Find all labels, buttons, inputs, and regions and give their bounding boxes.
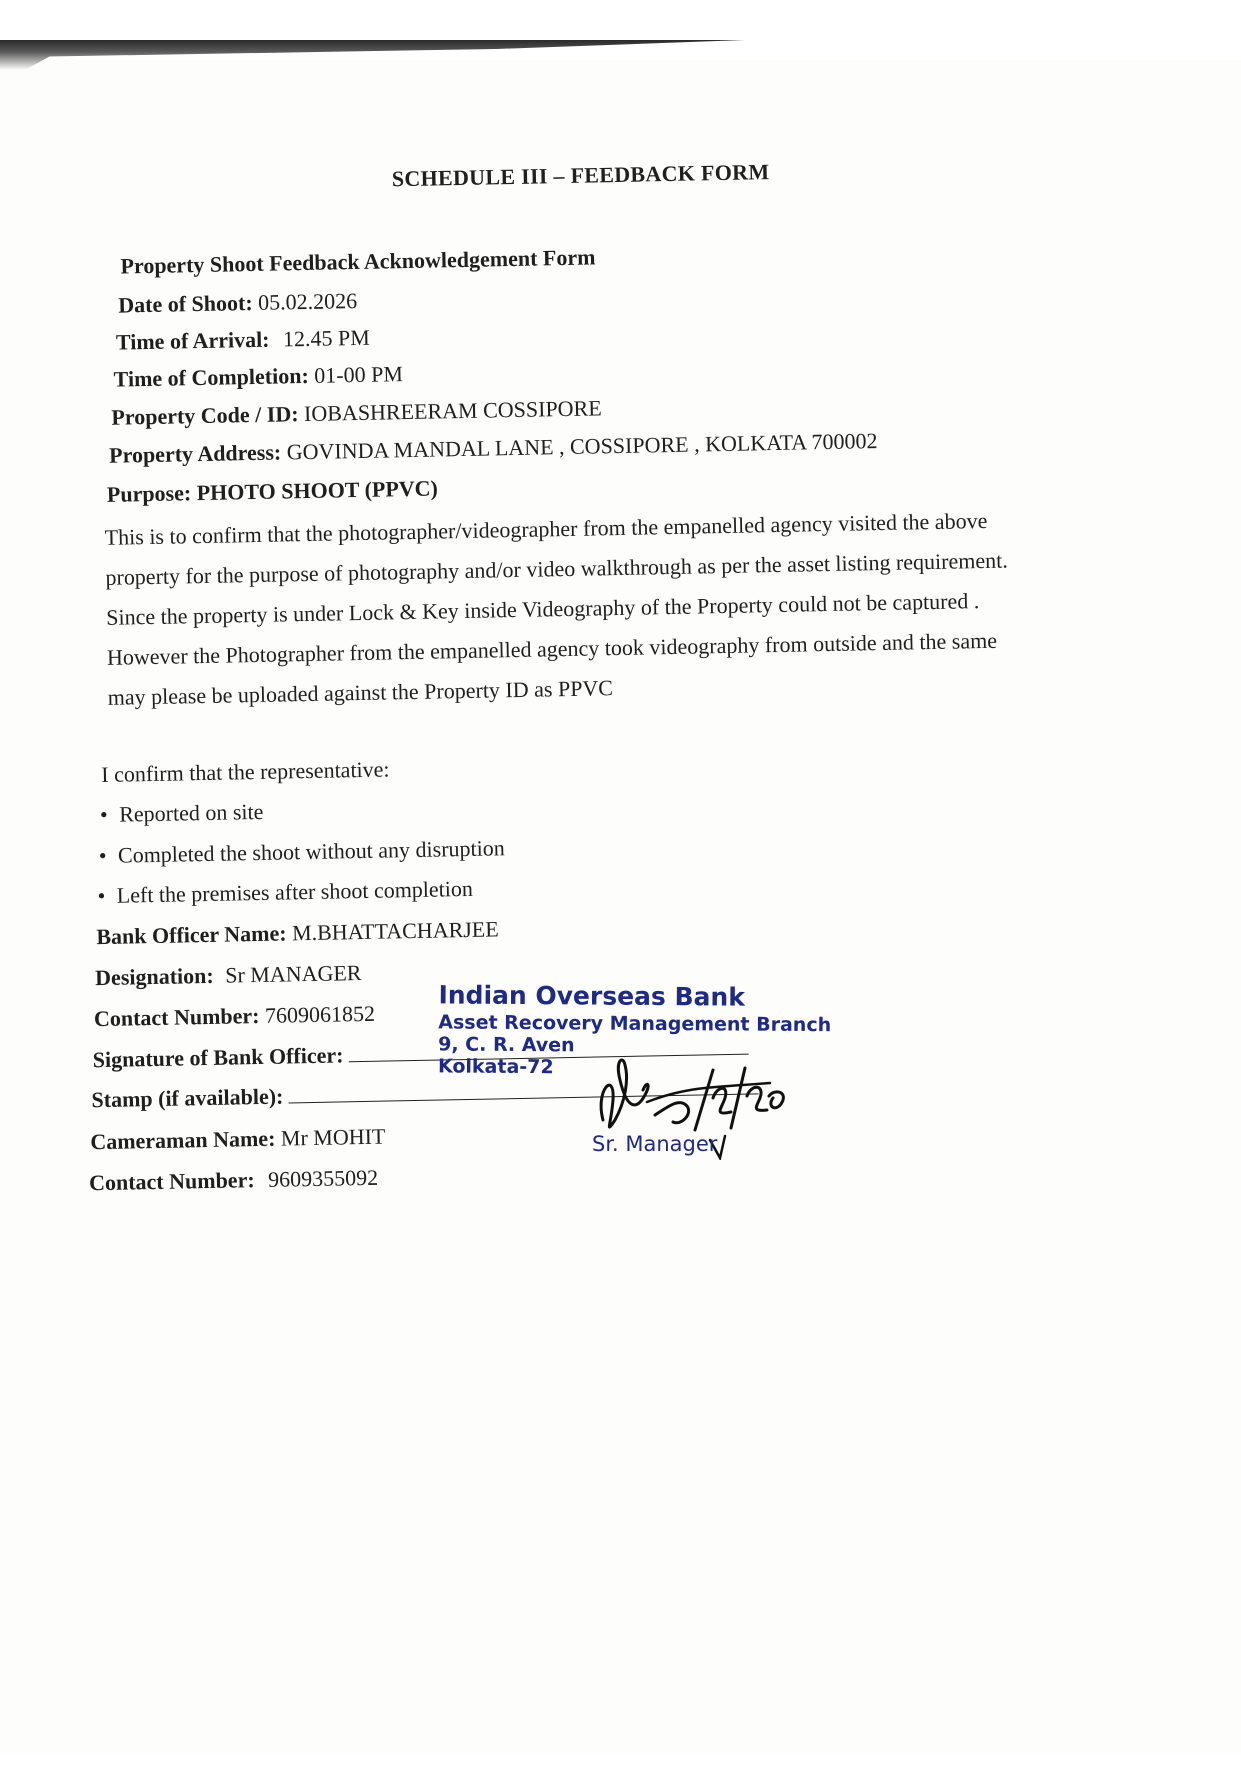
stamp-address-line1: 9, C. R. Aven [438, 1033, 575, 1057]
date-of-shoot-row [118, 288, 357, 319]
date-of-shoot-value: 05.02.2026 [257, 287, 358, 315]
designation-value: Sr MANAGER [224, 960, 362, 988]
bank-officer-name-row [96, 916, 499, 950]
paragraph-line: Since the property is under Lock & Key inside Videography of the Property could not be captured . [105, 588, 980, 630]
stamp-label: Stamp (if available): [91, 1083, 284, 1113]
form-heading-text: Property Shoot Feedback Acknowledgement Form [120, 244, 596, 279]
stamp-designation: Sr. Manager [592, 1132, 718, 1156]
property-code-value: IOBASHREERAM COSSIPORE [303, 395, 602, 427]
paragraph-line: This is to confirm that the photographer/videographer from the empanelled agency visited the above [104, 507, 988, 550]
officer-contact-label: Contact Number: [93, 1002, 260, 1032]
property-code-label: Property Code / ID: [111, 401, 299, 430]
purpose-label: Purpose: [106, 480, 192, 507]
confirm-intro: I confirm that the representative: [101, 756, 390, 787]
bullet-item [99, 835, 505, 869]
form-title: SCHEDULE III – FEEDBACK FORM [391, 159, 770, 192]
bullet-item [100, 799, 264, 828]
time-of-completion-label: Time of Completion: [113, 362, 310, 392]
signature-label: Signature of Bank Officer: [92, 1042, 344, 1073]
property-address-value: GOVINDA MANDAL LANE , COSSIPORE , KOLKATA 700002 [286, 428, 878, 465]
date-of-shoot-label: Date of Shoot: [118, 289, 253, 318]
paragraph-line: may please be uploaded against the Property ID as PPVC [107, 675, 614, 710]
officer-contact-row [94, 1001, 376, 1032]
bullet-text: Left the premises after shoot completion [116, 875, 474, 908]
time-of-completion-row [113, 361, 403, 393]
designation-label: Designation: [94, 962, 214, 991]
cameraman-name-label: Cameraman Name: [90, 1125, 276, 1155]
bank-officer-name-value: M.BHATTACHARJEE [291, 916, 499, 946]
stamp-address-line2: Kolkata-72 [437, 1055, 554, 1079]
property-address-label: Property Address: [108, 439, 282, 468]
bullet-item [97, 876, 473, 909]
time-of-arrival-row [116, 325, 370, 356]
bank-officer-name-label: Bank Officer Name: [96, 920, 287, 950]
cameraman-name-row [90, 1124, 386, 1156]
cameraman-name-value: Mr MOHIT [280, 1123, 386, 1151]
officer-contact-value: 7609061852 [264, 1000, 376, 1028]
time-of-arrival-label: Time of Arrival: [115, 326, 270, 355]
cameraman-contact-value: 9609355092 [267, 1164, 379, 1192]
paragraph-line: property for the purpose of photography and/or video walkthrough as per the asset listing requirement. [105, 547, 1008, 590]
cameraman-contact-row [89, 1165, 379, 1197]
purpose-value: PHOTO SHOOT (PPVC) [196, 475, 439, 506]
purpose-row [107, 475, 438, 507]
bullet-text: Reported on site [118, 798, 264, 827]
form-heading [120, 244, 595, 279]
stamp-bank-name: Indian Overseas Bank [438, 980, 746, 1012]
property-address-row [109, 428, 878, 469]
time-of-completion-value: 01-00 PM [314, 361, 404, 388]
time-of-arrival-value: 12.45 PM [282, 324, 371, 352]
confirmation-paragraph [104, 499, 1108, 718]
stamp-branch: Asset Recovery Management Branch [438, 1011, 832, 1037]
bullet-text: Completed the shoot without any disruption [117, 835, 505, 868]
cameraman-contact-label: Contact Number: [88, 1167, 255, 1196]
paragraph-line: However the Photographer from the empanelled agency took videography from outside and the same [106, 627, 998, 670]
property-code-row [111, 395, 602, 430]
designation-row [95, 960, 362, 991]
